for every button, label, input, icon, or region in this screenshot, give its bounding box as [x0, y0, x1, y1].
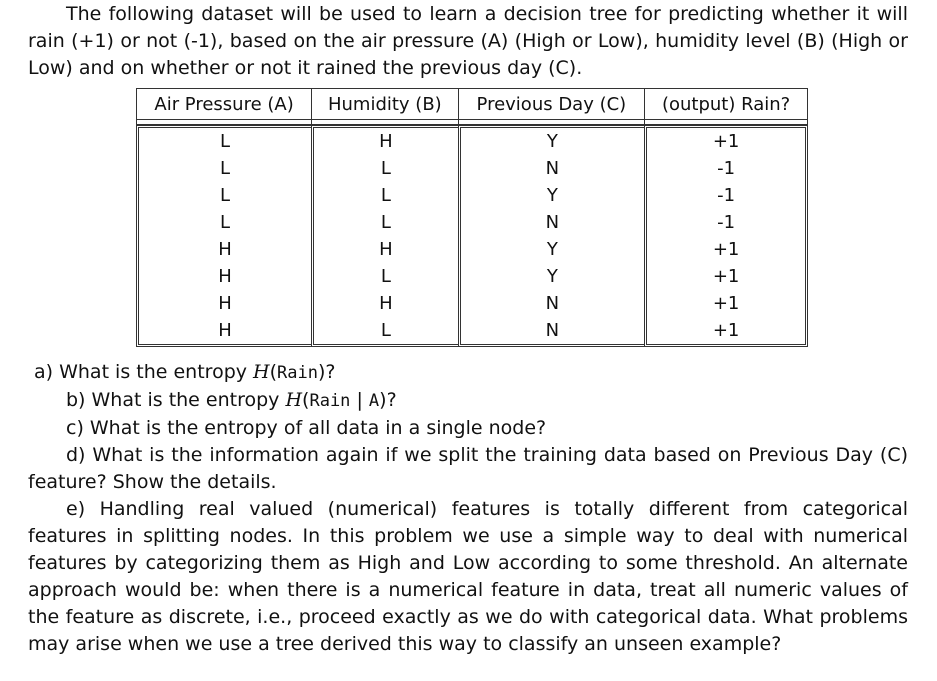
cell-a: H [136, 236, 311, 263]
question-c: c) What is the entropy of all data in a single node? [66, 417, 547, 439]
cell-rain: -1 [644, 182, 808, 209]
questions-section [28, 359, 908, 658]
table-row [136, 317, 808, 347]
cell-b: L [311, 182, 457, 209]
header-humidity: Humidity (B) [311, 88, 457, 120]
cell-c: N [458, 317, 645, 347]
cell-rain: +1 [644, 290, 808, 317]
table-row [136, 236, 808, 263]
document-page [28, 0, 908, 658]
cell-b: H [311, 125, 457, 155]
cell-rain: +1 [644, 125, 808, 155]
cell-c: Y [458, 182, 645, 209]
cell-b: L [311, 155, 457, 182]
cell-rain: +1 [644, 236, 808, 263]
cell-a: H [136, 263, 311, 290]
cell-rain: +1 [644, 263, 808, 290]
cell-rain: +1 [644, 317, 808, 347]
question-a: a) What is the entropy H(Rain)? [34, 361, 336, 383]
cell-b: L [311, 263, 457, 290]
header-rain-output: (output) Rain? [644, 88, 808, 120]
cell-rain: -1 [644, 155, 808, 182]
cell-a: L [136, 209, 311, 236]
cell-c: N [458, 209, 645, 236]
table-row [136, 125, 808, 155]
cell-a: L [136, 155, 311, 182]
intro-paragraph: The following dataset will be used to learn a decision tree for predicting whether it will rain (+1) or not (-1), based on the air pressure (A) (High or Low), humidity level (B) (High or Low) and on whether or not it rained the previous day (C). [28, 3, 908, 79]
table-row [136, 290, 808, 317]
question-d: d) What is the information again if we split the training data based on Previous Day (C) feature? Show the details. [28, 444, 908, 493]
cell-b: L [311, 209, 457, 236]
header-previous-day: Previous Day (C) [458, 88, 645, 120]
table-header-row [136, 88, 808, 120]
table-row [136, 182, 808, 209]
cell-rain: -1 [644, 209, 808, 236]
cell-a: H [136, 290, 311, 317]
cell-b: H [311, 236, 457, 263]
cell-a: H [136, 317, 311, 347]
table-row [136, 209, 808, 236]
question-b: b) What is the entropy H(Rain | A)? [66, 389, 397, 411]
dataset-table-wrapper [136, 88, 808, 347]
cell-a: L [136, 125, 311, 155]
table-row [136, 263, 808, 290]
cell-b: L [311, 317, 457, 347]
cell-b: H [311, 290, 457, 317]
question-e: e) Handling real valued (numerical) features is totally different from categorical features in splitting nodes. In this problem we use a simple way to deal with numerical features by categorizing them as High and Low according to some threshold. An alternate approach would be: when there is a numerical feature in data, treat all numeric values of the feature as discrete, i.e., proceed exactly as we do with categorical data. What problems may arise when we use a tree derived this way to classify an unseen example? [28, 498, 908, 655]
cell-c: N [458, 155, 645, 182]
cell-c: Y [458, 263, 645, 290]
cell-c: Y [458, 236, 645, 263]
cell-c: N [458, 290, 645, 317]
table-row [136, 155, 808, 182]
cell-c: Y [458, 125, 645, 155]
cell-a: L [136, 182, 311, 209]
header-air-pressure: Air Pressure (A) [136, 88, 311, 120]
dataset-table [136, 88, 808, 347]
